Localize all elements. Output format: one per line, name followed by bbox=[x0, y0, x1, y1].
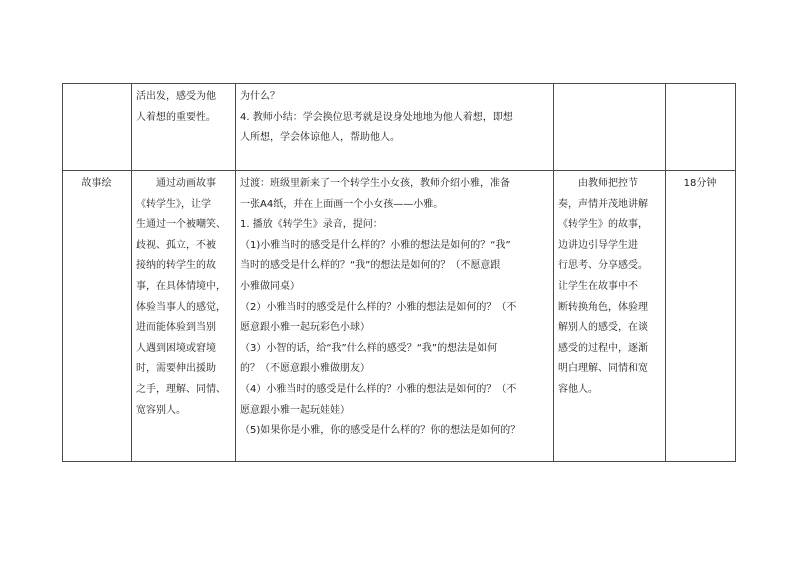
text-line: 活出发，感受为他 bbox=[136, 91, 216, 102]
text-line: 过渡：班级里新来了一个转学生小女孩，教师介绍小雅，准备 bbox=[240, 178, 510, 189]
text-line: 边讲边引导学生进 bbox=[558, 239, 638, 251]
text-line: （3）小智的话，给“我”什么样的感受？“我”的想法是如何 bbox=[240, 342, 498, 354]
row2-process-cell bbox=[240, 174, 552, 442]
text-line: 宽容别人。 bbox=[136, 404, 186, 416]
row2-method-cell bbox=[558, 174, 664, 401]
row1-process-cell bbox=[240, 87, 552, 149]
text-line: 愿意跟小雅一起玩彩色小球） bbox=[240, 322, 370, 334]
text-line: 断转换角色，体验理 bbox=[558, 301, 648, 313]
column-divider bbox=[665, 83, 666, 462]
activity-name: 故事绘 bbox=[81, 178, 112, 189]
text-line: （5)如果你是小雅，你的感受是什么样的？你的想法是如何的？ bbox=[240, 425, 521, 437]
text-line: 《转学生》的故事， bbox=[558, 219, 648, 231]
text-line: 1. 播放《转学生》录音，提问： bbox=[240, 219, 383, 231]
text-line: （2）小雅当时的感受是什么样的？小雅的想法是如何的？（不 bbox=[240, 301, 517, 313]
row2-goal-cell bbox=[136, 174, 234, 421]
row1-goal-cell bbox=[136, 87, 233, 128]
text-line: 为什么？ bbox=[240, 91, 280, 102]
text-line: 让学生在故事中不 bbox=[558, 280, 638, 292]
text-line: 解别人的感受，在谈 bbox=[558, 322, 648, 334]
text-line: 接纳的转学生的故 bbox=[136, 260, 216, 272]
text-line: 事，在具体情境中， bbox=[136, 280, 226, 292]
text-line: 进而能体验到当别 bbox=[136, 322, 216, 334]
text-line: 《转学生》，让学 bbox=[136, 198, 211, 210]
time-cell bbox=[665, 174, 735, 195]
text-line: 由教师把控节 bbox=[558, 178, 638, 189]
text-line: 之手，理解、同情、 bbox=[136, 383, 226, 395]
lesson-plan-table bbox=[62, 83, 736, 462]
text-line: 感受的过程中，逐渐 bbox=[558, 342, 648, 354]
text-line: 的？（不愿意跟小雅做朋友） bbox=[240, 363, 370, 375]
text-line: 人遇到困境或窘境 bbox=[136, 342, 216, 354]
text-line: 行思考、分享感受。 bbox=[558, 260, 648, 272]
text-line: 人着想的重要性。 bbox=[136, 111, 216, 123]
row-divider bbox=[62, 170, 736, 171]
text-line: 通过动画故事 bbox=[136, 178, 216, 189]
text-line: （4）小雅当时的感受是什么样的？小雅的想法是如何的？（不 bbox=[240, 383, 517, 395]
text-line: 歧视、孤立，不被 bbox=[136, 239, 216, 251]
text-line: 容他人。 bbox=[558, 383, 598, 395]
text-line: 生通过一个被嘲笑、 bbox=[136, 219, 226, 231]
table-border-bottom bbox=[62, 461, 736, 462]
table-border-top bbox=[62, 83, 736, 84]
text-line: 体验当事人的感觉， bbox=[136, 301, 226, 313]
table-border-left bbox=[62, 83, 63, 462]
text-line: 当时的感受是什么样的？“我”的想法是如何的？（不愿意跟 bbox=[240, 260, 501, 272]
duration: 18分钟 bbox=[683, 178, 717, 189]
table-border-right bbox=[735, 83, 736, 462]
text-line: 明白理解、同情和宽 bbox=[558, 363, 648, 375]
text-line: （1)小雅当时的感受是什么样的？小雅的想法是如何的？“我” bbox=[240, 239, 511, 251]
column-divider bbox=[235, 83, 236, 462]
text-line: 4. 教师小结：学会换位思考就是设身处地地为他人着想，即想 bbox=[240, 111, 513, 123]
text-line: 人所想，学会体谅他人，帮助他人。 bbox=[240, 132, 400, 144]
text-line: 奏，声情并茂地讲解 bbox=[558, 198, 648, 210]
text-line: 时，需要伸出援助 bbox=[136, 363, 216, 375]
column-divider bbox=[131, 83, 132, 462]
activity-name-cell bbox=[62, 174, 131, 195]
column-divider bbox=[553, 83, 554, 462]
text-line: 一张A4纸，并在上面画一个小女孩——小雅。 bbox=[240, 198, 444, 210]
text-line: 小雅做同桌） bbox=[240, 280, 300, 292]
text-line: 愿意跟小雅一起玩娃娃） bbox=[240, 404, 350, 416]
